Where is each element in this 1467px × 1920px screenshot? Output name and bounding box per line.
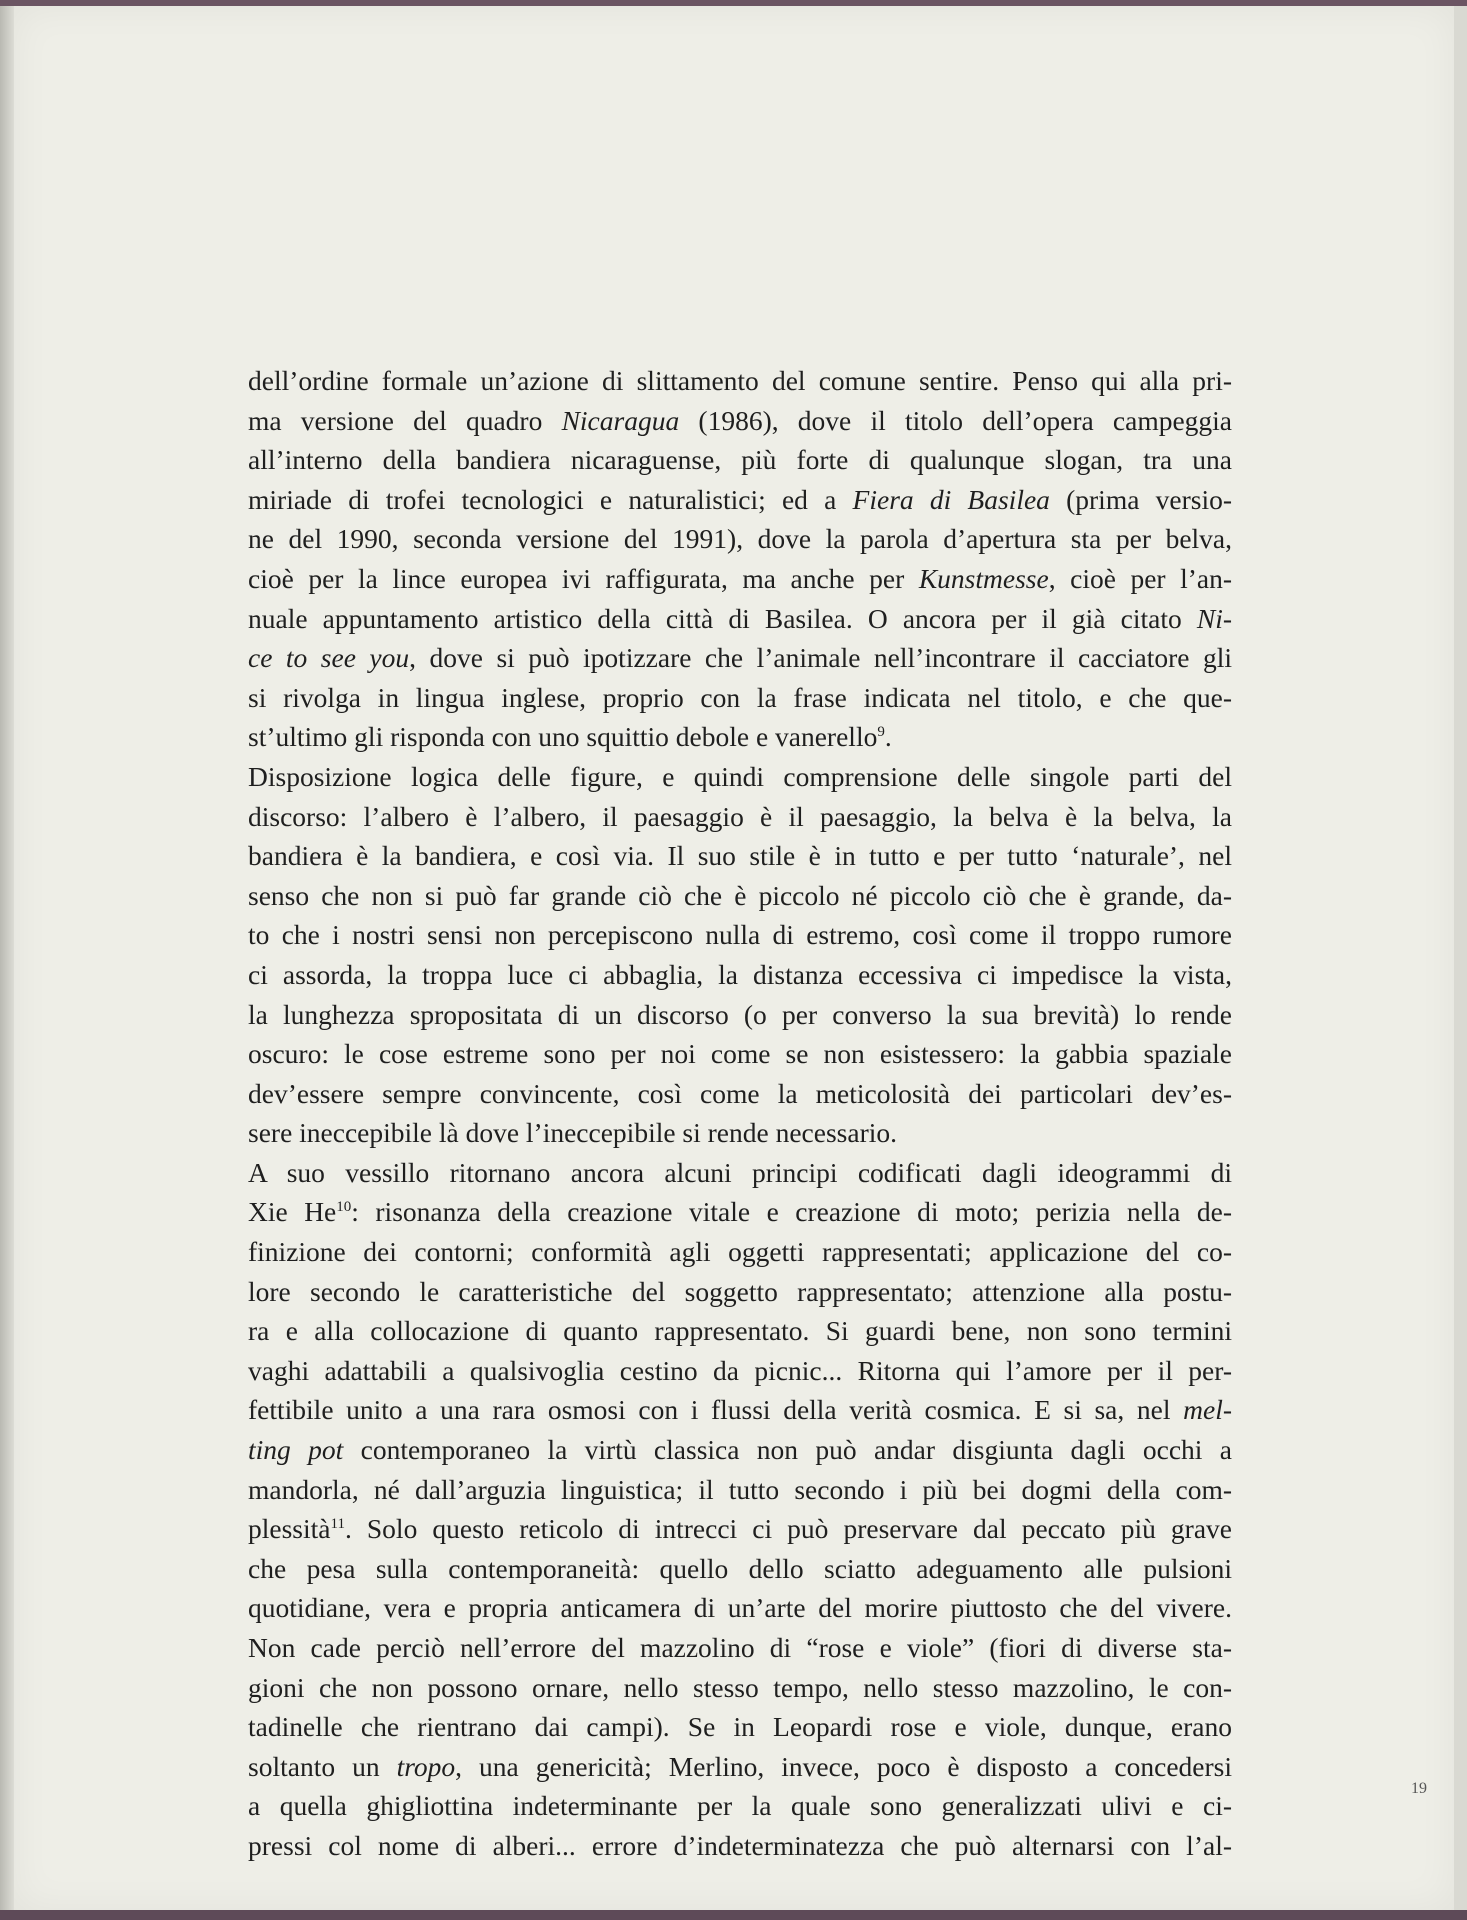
italic-text: Ni- [1196, 602, 1232, 634]
text-span: all’interno della bandiera nicaraguense, più forte di qualunque slogan, tra una [248, 444, 1232, 476]
text-span: contemporaneo la virtù classica non può andar disgiunta dagli occhi a [343, 1434, 1232, 1466]
text-line [248, 1668, 1232, 1708]
italic-text: Fiera di Basilea [852, 483, 1050, 515]
text-span: Non cade perciò nell’errore del mazzolino di “rose e viole” (fiori di diverse sta- [248, 1632, 1232, 1663]
text-span: st’ultimo gli risponda con uno squittio debole e vanerello [248, 721, 878, 753]
text-line [248, 401, 1232, 441]
footnote-ref: 11 [330, 1516, 345, 1533]
text-span: tadinelle che rientrano dai campi). Se in Leopardi rose e viole, dunque, erano [248, 1711, 1232, 1743]
text-line [248, 717, 1232, 757]
text-line [248, 1390, 1232, 1430]
text-line [248, 1826, 1232, 1866]
text-line [248, 1074, 1232, 1114]
book-spine [0, 0, 14, 1920]
text-span: discorso: l’albero è l’albero, il paesaggio è il paesaggio, la belva è la belva, la [248, 800, 1232, 832]
text-line [248, 995, 1232, 1035]
text-span: cioè per la lince europea ivi raffigurata, ma anche per [248, 562, 919, 594]
text-line [248, 480, 1232, 520]
text-span: quotidiane, vera e propria anticamera di un’arte del morire piuttosto che del vivere. [248, 1592, 1232, 1624]
bottom-edge [0, 1910, 1467, 1920]
text-line [248, 1588, 1232, 1628]
text-span: , cioè per l’an- [1048, 562, 1232, 594]
text-span: soltanto un [248, 1750, 397, 1782]
text-span: si rivolga in lingua inglese, proprio con la frase indicata nel titolo, e che que- [248, 681, 1232, 713]
text-span: Disposizione logica delle figure, e quindi comprensione delle singole parti del [248, 760, 1232, 792]
body-text [248, 361, 1232, 1866]
footnote-ref: 9 [877, 724, 885, 741]
text-line [248, 915, 1232, 955]
text-line [248, 361, 1232, 401]
italic-text: tropo [396, 1750, 456, 1782]
text-span: finizione dei contorni; conformità agli oggetti rappresentati; applicazione del co- [248, 1236, 1232, 1268]
text-span: che pesa sulla contemporaneità: quello dello sciatto adeguamento alle pulsioni [248, 1552, 1232, 1584]
text-span: pressi col nome di alberi... errore d’indeterminatezza che può alternarsi con l’al- [248, 1829, 1232, 1861]
text-span: A suo vessillo ritornano ancora alcuni principi codificati dagli ideogrammi di [248, 1156, 1232, 1188]
text-line [248, 1549, 1232, 1589]
text-line [248, 1192, 1232, 1232]
text-line [248, 1153, 1232, 1193]
text-line [248, 1272, 1232, 1312]
text-line [248, 1470, 1232, 1510]
italic-text: Kunstmesse [918, 562, 1049, 594]
text-span: a quella ghigliottina indeterminante per la quale sono generalizzati ulivi e ci- [248, 1790, 1232, 1822]
text-line [248, 1509, 1232, 1549]
text-line [248, 678, 1232, 718]
text-span: senso che non si può far grande ciò che è piccolo né piccolo ciò che è grande, da- [248, 879, 1232, 911]
text-span: gioni che non possono ornare, nello stesso tempo, nello stesso mazzolino, le con- [248, 1671, 1232, 1703]
text-line [248, 1311, 1232, 1351]
page-number: 19 [1411, 1780, 1427, 1797]
text-span: vaghi adattabili a qualsivoglia cestino da picnic... Ritorna qui l’amore per il per- [248, 1354, 1232, 1386]
text-span: plessità [248, 1513, 331, 1545]
text-line [248, 1707, 1232, 1747]
text-span: lore secondo le caratteristiche del soggetto rappresentato; attenzione alla postu- [248, 1275, 1232, 1307]
text-span: ne del 1990, seconda versione del 1991), dove la parola d’apertura sta per belva, [248, 523, 1232, 555]
text-span: nuale appuntamento artistico della città di Basilea. O ancora per il già citato [248, 602, 1197, 634]
text-line [248, 1232, 1232, 1272]
text-span: Xie He [248, 1196, 337, 1228]
text-line [248, 638, 1232, 678]
text-span: . [884, 721, 892, 753]
italic-text: ting pot [248, 1434, 344, 1466]
text-span: fettibile unito a una rara osmosi con i flussi della verità cosmica. E si sa, nel [248, 1394, 1184, 1426]
text-span: la lunghezza spropositata di un discorso (o per converso la sua brevità) lo rende [248, 998, 1232, 1030]
text-line [248, 1351, 1232, 1391]
text-span: bandiera è la bandiera, e così via. Il suo stile è in tutto e per tutto ‘naturale’, nel [248, 840, 1232, 872]
text-span: , dove si può ipotizzare che l’animale nell’incontrare il cacciatore gli [409, 642, 1232, 674]
footnote-ref: 10 [336, 1199, 352, 1216]
text-span: to che i nostri sensi non percepiscono nulla di estremo, così come il troppo rumore [248, 919, 1232, 951]
italic-text: ce to see you [248, 642, 410, 674]
text-span: sere ineccepibile là dove l’ineccepibile si rende necessario. [248, 1117, 897, 1149]
text-span: oscuro: le cose estreme sono per noi come se non esistessero: la gabbia spaziale [248, 1038, 1232, 1070]
text-line [248, 836, 1232, 876]
text-span: (1986), dove il titolo dell’opera campeggia [679, 404, 1232, 436]
italic-text: mel- [1183, 1394, 1232, 1426]
text-line [248, 1034, 1232, 1074]
text-span: mandorla, né dall’arguzia linguistica; il tutto secondo i più bei dogmi della com- [248, 1473, 1232, 1505]
text-line [248, 757, 1232, 797]
text-span: , una genericità; Merlino, invece, poco è disposto a concedersi [455, 1750, 1232, 1782]
text-line [248, 955, 1232, 995]
italic-text: Nicaragua [561, 404, 680, 436]
text-line [248, 1628, 1232, 1668]
text-line [248, 876, 1232, 916]
text-line [248, 797, 1232, 837]
text-span: ci assorda, la troppa luce ci abbaglia, la distanza eccessiva ci impedisce la vista, [248, 958, 1232, 990]
text-span: ra e alla collocazione di quanto rappresentato. Si guardi bene, non sono termini [248, 1315, 1232, 1347]
text-line [248, 599, 1232, 639]
text-line [248, 1747, 1232, 1787]
text-span: ma versione del quadro [248, 404, 562, 436]
text-line [248, 1113, 1232, 1153]
text-line [248, 519, 1232, 559]
text-span: dev’essere sempre convincente, così come la meticolosità dei particolari dev’es- [248, 1077, 1232, 1109]
text-line [248, 1786, 1232, 1826]
text-line [248, 1430, 1232, 1470]
text-span: dell’ordine formale un’azione di slittamento del comune sentire. Penso qui alla pri- [248, 365, 1232, 396]
text-span: miriade di trofei tecnologici e naturalistici; ed a [248, 483, 853, 515]
text-line [248, 440, 1232, 480]
text-line [248, 559, 1232, 599]
text-span: (prima versio- [1049, 483, 1232, 515]
text-span: . Solo questo reticolo di intrecci ci può preservare dal peccato più grave [344, 1513, 1232, 1545]
text-span: : risonanza della creazione vitale e creazione di moto; perizia nella de- [351, 1196, 1232, 1228]
